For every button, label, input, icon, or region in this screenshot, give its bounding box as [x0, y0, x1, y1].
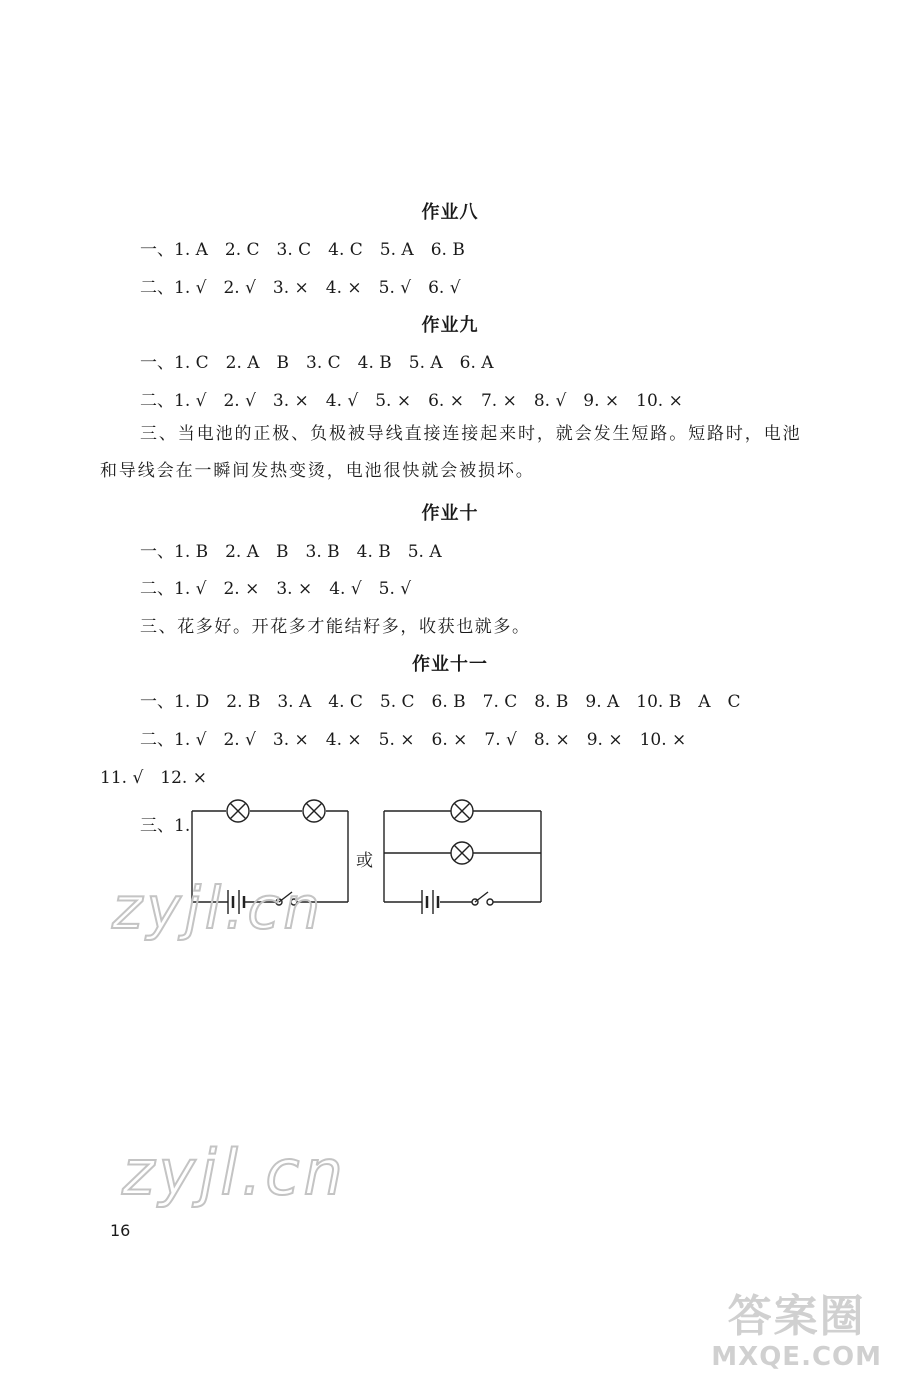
lamp-icon	[451, 842, 473, 864]
section-title-9: 作业九	[421, 315, 479, 336]
or-label: 或	[356, 851, 373, 871]
corner-watermark-logo	[711, 1292, 882, 1372]
section-title-8: 作业八	[421, 202, 479, 223]
section-title-10: 作业十	[421, 503, 479, 524]
lamp-icon	[303, 800, 325, 822]
watermark: zyjl.cn	[122, 1136, 347, 1209]
parallel-circuit	[384, 800, 541, 914]
corner-watermark-top: 答案圈	[727, 1291, 866, 1342]
corner-watermark-bottom: MXQE.COM	[711, 1342, 882, 1372]
lamp-icon	[227, 800, 249, 822]
answer-line: 二、1. √ 2. √ 3. × 4. √ 5. × 6. × 7. × 8. √ 9. × 10. ×	[140, 391, 683, 411]
answer-line: 二、1. √ 2. √ 3. × 4. × 5. × 6. × 7. √ 8. × 9. × 10. ×	[140, 730, 687, 750]
answer-line: 三、花多好。开花多才能结籽多，收获也就多。	[140, 617, 531, 637]
answer-line: 一、1. D 2. B 3. A 4. C 5. C 6. B 7. C 8. B 9. A 10. B A C	[140, 692, 741, 712]
answer-line: 一、1. C 2. A B 3. C 4. B 5. A 6. A	[140, 353, 494, 373]
answer-line: 二、1. √ 2. × 3. × 4. √ 5. √	[140, 579, 412, 599]
answer-line: 一、1. B 2. A B 3. B 4. B 5. A	[140, 542, 442, 562]
circuit-question-label: 三、1.	[140, 816, 191, 836]
section-title-11: 作业十一	[412, 654, 488, 675]
answer-paragraph: 三、当电池的正极、负极被导线直接连接起来时，就会发生短路。短路时，电池和导线会在一瞬间发热变烫，电池很快就会被损坏。	[100, 424, 802, 481]
page-number: 16	[110, 1221, 131, 1240]
answer-line: 11. √ 12. ×	[100, 768, 207, 788]
watermark: zyjl.cn	[112, 874, 325, 942]
answer-line: 一、1. A 2. C 3. C 4. C 5. A 6. B	[140, 240, 465, 260]
lamp-icon	[451, 800, 473, 822]
switch-icon	[472, 892, 493, 905]
answer-line: 二、1. √ 2. √ 3. × 4. × 5. √ 6. √	[140, 278, 461, 298]
battery-icon	[422, 890, 438, 914]
